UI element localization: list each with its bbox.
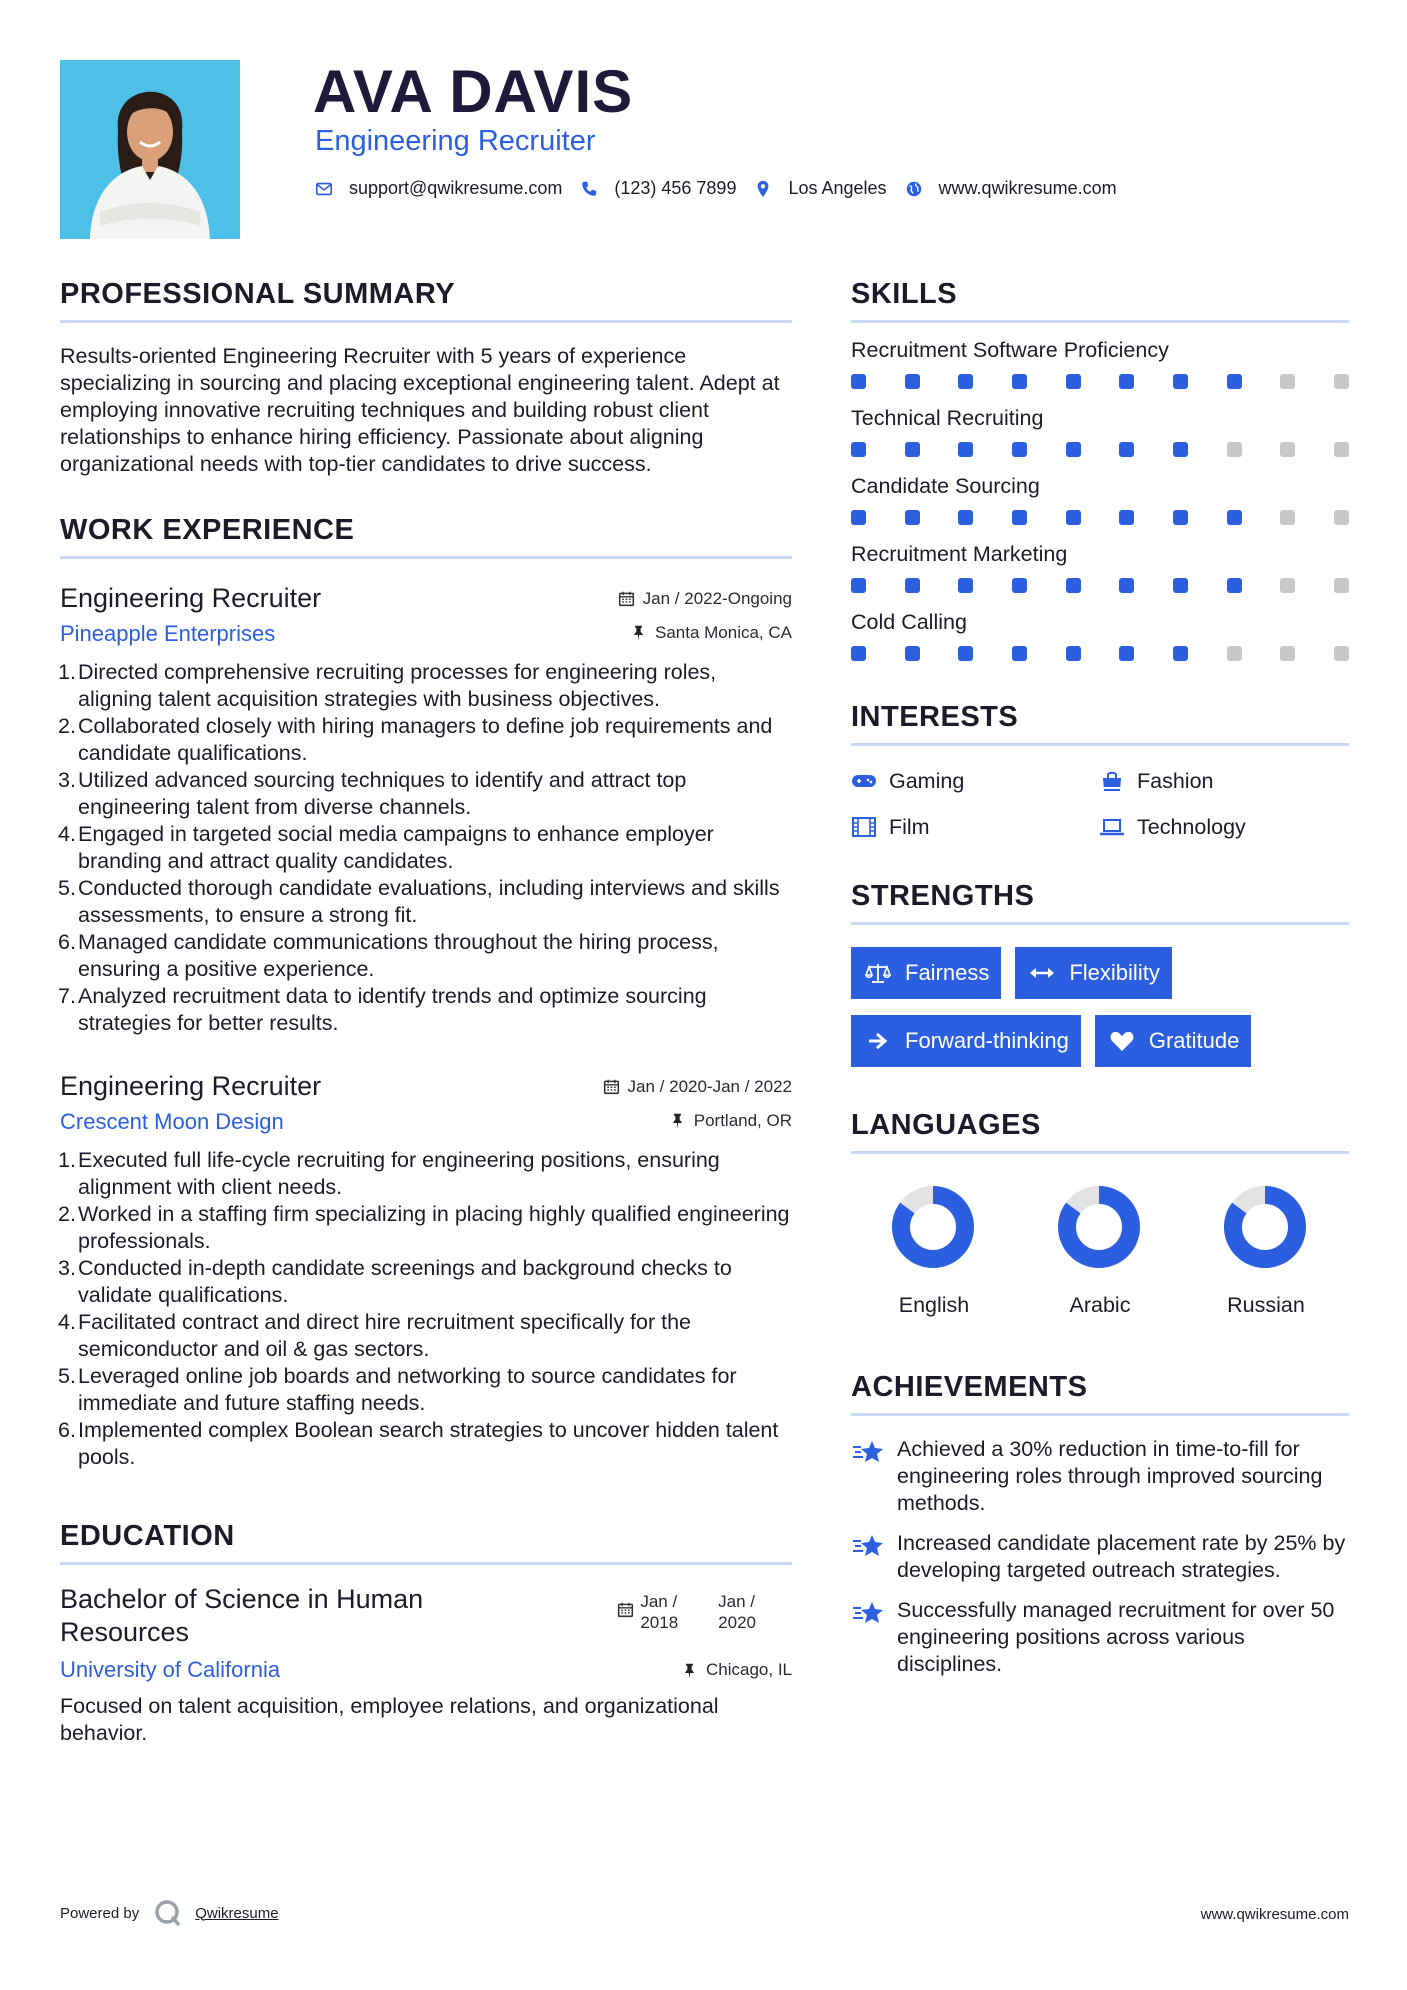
contact-location xyxy=(754,178,886,199)
job-entry xyxy=(60,581,792,1037)
skill-dot xyxy=(958,578,973,593)
skill-dot xyxy=(1119,646,1134,661)
skill-dot xyxy=(1119,578,1134,593)
skill-dot xyxy=(905,510,920,525)
responsibility-text: Conducted in-depth candidate screenings and background checks to validate qualifications. xyxy=(78,1256,732,1307)
skill-dot xyxy=(1280,510,1295,525)
interest-item xyxy=(851,812,1099,842)
film-icon xyxy=(851,816,877,838)
experience-heading: WORK EXPERIENCE xyxy=(60,510,792,559)
responsibility-text: Managed candidate communications throughout the hiring process, ensuring a positive experience. xyxy=(78,930,719,981)
interest-item xyxy=(851,766,1099,796)
contact-bar xyxy=(315,178,1135,199)
skill-dot xyxy=(1119,510,1134,525)
job-entry xyxy=(60,1069,792,1471)
skill-dot xyxy=(958,374,973,389)
right-column xyxy=(851,274,1349,1691)
list-number: 4. xyxy=(58,1310,76,1334)
skill-dot xyxy=(1280,442,1295,457)
company-name: Crescent Moon Design xyxy=(60,1109,284,1134)
star-award-icon xyxy=(851,1599,885,1627)
skill-dot xyxy=(1280,646,1295,661)
language-name: Russian xyxy=(1227,1293,1305,1317)
skill-dot xyxy=(1012,646,1027,661)
education-start-month: Jan / xyxy=(640,1592,678,1611)
candidate-name: AVA DAVIS xyxy=(313,58,634,125)
responsibility-text: Engaged in targeted social media campaigns to enhance employer branding and attract quality candidates. xyxy=(78,822,714,873)
left-column xyxy=(60,274,792,1747)
gamepad-icon xyxy=(851,770,877,792)
job-title: Engineering Recruiter xyxy=(60,583,322,613)
job-location-text: Portland, OR xyxy=(693,1110,792,1130)
responsibility-item xyxy=(58,1363,792,1417)
list-number: 6. xyxy=(58,1418,76,1442)
skill-name: Candidate Sourcing xyxy=(851,474,1040,498)
powered-by-text: Powered by xyxy=(60,1904,140,1922)
strength-tag xyxy=(1095,1015,1252,1067)
skill-dot xyxy=(851,374,866,389)
responsibility-list xyxy=(60,659,792,1037)
interest-label: Gaming xyxy=(889,769,965,793)
arrows-horizontal-icon xyxy=(1029,962,1055,984)
skill-dot xyxy=(1227,442,1242,457)
job-location xyxy=(669,1111,792,1131)
education-end xyxy=(718,1591,756,1633)
calendar-icon xyxy=(617,1601,634,1618)
skill-dot xyxy=(1173,510,1188,525)
job-header xyxy=(60,581,792,615)
language-item xyxy=(851,1184,1017,1319)
job-list xyxy=(60,581,792,1471)
star-award-icon xyxy=(851,1438,885,1466)
skill-dot xyxy=(1119,442,1134,457)
footer-powered-by xyxy=(60,1898,279,1928)
globe-icon xyxy=(905,180,923,198)
contact-website[interactable] xyxy=(905,178,1117,199)
list-number: 4. xyxy=(58,822,76,846)
education-location-text: Chicago, IL xyxy=(706,1660,792,1679)
skill-dot xyxy=(958,510,973,525)
strength-label: Forward-thinking xyxy=(905,1028,1069,1053)
strength-list xyxy=(851,947,1349,1083)
company-name: Pineapple Enterprises xyxy=(60,621,276,646)
footer-website[interactable]: www.qwikresume.com xyxy=(1200,1906,1349,1923)
calendar-icon xyxy=(603,1078,620,1095)
job-location-text: Santa Monica, CA xyxy=(654,622,792,642)
list-number: 2. xyxy=(58,1202,76,1226)
job-subheader xyxy=(60,619,792,649)
achievement-item xyxy=(851,1530,1349,1584)
responsibility-item xyxy=(58,929,792,983)
skill-name: Recruitment Marketing xyxy=(851,542,1068,566)
skill-dot xyxy=(905,646,920,661)
responsibility-item xyxy=(58,1255,792,1309)
skill-dot xyxy=(1334,510,1349,525)
contact-email-text: support@qwikresume.com xyxy=(349,178,563,198)
achievement-item xyxy=(851,1597,1349,1678)
list-number: 7. xyxy=(58,984,76,1008)
education-start-year: 2018 xyxy=(640,1613,679,1632)
responsibility-text: Worked in a staffing firm specializing in placing highly qualified engineering professionals. xyxy=(78,1202,790,1253)
envelope-icon xyxy=(315,180,333,198)
job-date xyxy=(603,1077,792,1097)
education-subheader xyxy=(60,1655,792,1685)
skill-name: Cold Calling xyxy=(851,610,967,634)
strength-label: Fairness xyxy=(905,960,990,985)
strength-tag xyxy=(1015,947,1171,999)
list-number: 1. xyxy=(58,1148,76,1172)
interests-heading: INTERESTS xyxy=(851,697,1349,746)
interest-list xyxy=(851,766,1349,842)
education-dates xyxy=(617,1591,792,1633)
skill-dot xyxy=(1280,374,1295,389)
achievements-heading: ACHIEVEMENTS xyxy=(851,1367,1349,1416)
job-date-text: Jan / 2022-Ongoing xyxy=(642,588,792,608)
responsibility-item xyxy=(58,1201,792,1255)
responsibility-text: Directed comprehensive recruiting processes for engineering roles, aligning talent acquisition strategies with business objectives. xyxy=(78,660,717,711)
responsibility-text: Conducted thorough candidate evaluations, including interviews and skills assessments, to ensure a strong fit. xyxy=(78,876,780,927)
achievement-text: Achieved a 30% reduction in time-to-fill for engineering roles through improved sourcing methods. xyxy=(897,1437,1323,1515)
skill-dot xyxy=(1227,578,1242,593)
skill-rating xyxy=(851,646,1349,661)
job-date-text: Jan / 2020-Jan / 2022 xyxy=(627,1076,792,1096)
skill-dot xyxy=(905,374,920,389)
skills-heading: SKILLS xyxy=(851,274,1349,323)
skill-dot xyxy=(1173,578,1188,593)
responsibility-item xyxy=(58,1417,792,1471)
skill-dot xyxy=(851,442,866,457)
achievement-item xyxy=(851,1436,1349,1517)
responsibility-text: Utilized advanced sourcing techniques to identify and attract top engineering talent from diverse channels. xyxy=(78,768,687,819)
interest-label: Technology xyxy=(1137,815,1246,839)
interest-label: Fashion xyxy=(1137,769,1214,793)
education-end-year: 2020 xyxy=(718,1613,756,1632)
responsibility-item xyxy=(58,875,792,929)
calendar-icon xyxy=(618,590,635,607)
skill-dot xyxy=(851,510,866,525)
skill-dot xyxy=(1012,578,1027,593)
language-name: English xyxy=(898,1293,970,1317)
strength-tag xyxy=(851,947,1001,999)
strengths-heading: STRENGTHS xyxy=(851,876,1349,925)
skill-dot xyxy=(958,646,973,661)
degree-title: Bachelor of Science in Human Resources xyxy=(60,1584,424,1647)
skill-dot xyxy=(1012,510,1027,525)
skill-dot xyxy=(1227,646,1242,661)
education-start xyxy=(640,1591,678,1633)
portrait-image xyxy=(60,60,240,239)
skill-dot xyxy=(1173,646,1188,661)
skill-dot xyxy=(1334,374,1349,389)
phone-icon xyxy=(580,180,598,198)
responsibility-item xyxy=(58,1309,792,1363)
responsibility-item xyxy=(58,983,792,1037)
education-header xyxy=(60,1583,792,1649)
contact-phone-text: (123) 456 7899 xyxy=(614,178,737,198)
skill-rating xyxy=(851,510,1349,525)
job-header xyxy=(60,1069,792,1103)
education-heading: EDUCATION xyxy=(60,1516,792,1565)
skill-dot xyxy=(1227,374,1242,389)
responsibility-item xyxy=(58,767,792,821)
language-item xyxy=(1183,1184,1349,1319)
qwikresume-logo-icon xyxy=(153,1898,183,1928)
job-location xyxy=(630,623,792,643)
interest-label: Film xyxy=(889,815,930,839)
list-number: 5. xyxy=(58,1364,76,1388)
profile-photo xyxy=(60,60,240,239)
language-level-ring xyxy=(890,1184,976,1270)
contact-location-text: Los Angeles xyxy=(788,178,887,198)
responsibility-list xyxy=(60,1147,792,1471)
responsibility-text: Implemented complex Boolean search strategies to uncover hidden talent pools. xyxy=(78,1418,779,1469)
skill-dot xyxy=(1173,374,1188,389)
responsibility-text: Collaborated closely with hiring managers to define job requirements and candidate qualifications. xyxy=(78,714,773,765)
list-number: 2. xyxy=(58,714,76,738)
education-end-month: Jan / xyxy=(718,1592,756,1611)
heart-icon xyxy=(1109,1030,1135,1052)
skill-dot xyxy=(1334,578,1349,593)
responsibility-text: Leveraged online job boards and networking to source candidates for immediate and future staffing needs. xyxy=(78,1364,737,1415)
responsibility-item xyxy=(58,1147,792,1201)
contact-email[interactable] xyxy=(315,178,562,199)
responsibility-item xyxy=(58,821,792,875)
contact-phone[interactable] xyxy=(580,178,736,199)
skill-dot xyxy=(1119,374,1134,389)
achievement-text: Successfully managed recruitment for over 50 engineering positions across various disciplines. xyxy=(897,1598,1335,1676)
skill-dot xyxy=(851,578,866,593)
job-title: Engineering Recruiter xyxy=(60,1071,322,1101)
skill-dot xyxy=(1334,442,1349,457)
skill-dot xyxy=(1066,374,1081,389)
list-number: 3. xyxy=(58,1256,76,1280)
school-name: University of California xyxy=(60,1657,281,1682)
skill-dot xyxy=(1173,442,1188,457)
job-subheader xyxy=(60,1107,792,1137)
education-location xyxy=(681,1660,792,1680)
achievement-text: Increased candidate placement rate by 25% by developing targeted outreach strategies. xyxy=(897,1531,1346,1582)
strength-label: Flexibility xyxy=(1069,960,1160,985)
shopping-bag-icon xyxy=(1099,770,1125,792)
list-number: 3. xyxy=(58,768,76,792)
responsibility-item xyxy=(58,713,792,767)
contact-website-text: www.qwikresume.com xyxy=(938,178,1117,198)
skill-dot xyxy=(1012,374,1027,389)
language-list xyxy=(851,1184,1349,1319)
candidate-role: Engineering Recruiter xyxy=(315,125,596,157)
pushpin-icon xyxy=(669,1112,686,1129)
skill-dot xyxy=(1280,578,1295,593)
job-date xyxy=(618,589,792,609)
balance-scale-icon xyxy=(865,962,891,984)
summary-heading: PROFESSIONAL SUMMARY xyxy=(60,274,792,323)
languages-heading: LANGUAGES xyxy=(851,1105,1349,1154)
skill-rating xyxy=(851,442,1349,457)
list-number: 6. xyxy=(58,930,76,954)
education-description: Focused on talent acquisition, employee relations, and organizational behavior. xyxy=(60,1694,719,1745)
skill-dot xyxy=(1012,442,1027,457)
skill-dot xyxy=(1066,442,1081,457)
skill-dot xyxy=(1066,578,1081,593)
map-marker-icon xyxy=(754,180,772,198)
pushpin-icon xyxy=(681,1662,698,1679)
summary-text: Results-oriented Engineering Recruiter with 5 years of experience specializing in sourcing and placing exceptional engineering talent. Adept at employing innovative recruiting techniques and building robust client relationships to enhance hiring efficiency. Passionate about aligning organizational needs with top-tier candidates to drive success. xyxy=(60,344,780,476)
skill-dot xyxy=(958,442,973,457)
list-number: 1. xyxy=(58,660,76,684)
brand-link[interactable]: Qwikresume xyxy=(195,1904,279,1922)
skill-name: Technical Recruiting xyxy=(851,406,1044,430)
skill-dot xyxy=(1227,510,1242,525)
strength-tag xyxy=(851,1015,1081,1067)
responsibility-text: Executed full life-cycle recruiting for engineering positions, ensuring alignment with client needs. xyxy=(78,1148,720,1199)
pushpin-icon xyxy=(630,624,647,641)
skill-dot xyxy=(905,442,920,457)
skill-list xyxy=(851,337,1349,661)
star-award-icon xyxy=(851,1532,885,1560)
interest-item xyxy=(1099,766,1349,796)
skill-rating xyxy=(851,578,1349,593)
interest-item xyxy=(1099,812,1349,842)
skill-dot xyxy=(1334,646,1349,661)
language-item xyxy=(1017,1184,1183,1319)
laptop-icon xyxy=(1099,816,1125,838)
skill-dot xyxy=(1066,510,1081,525)
achievement-list xyxy=(851,1436,1349,1678)
language-level-ring xyxy=(1222,1184,1308,1270)
responsibility-text: Analyzed recruitment data to identify trends and optimize sourcing strategies for better results. xyxy=(78,984,707,1035)
arrow-right-icon xyxy=(865,1030,891,1052)
strength-label: Gratitude xyxy=(1148,1028,1240,1053)
skill-dot xyxy=(905,578,920,593)
language-level-ring xyxy=(1056,1184,1142,1270)
skill-dot xyxy=(1066,646,1081,661)
list-number: 5. xyxy=(58,876,76,900)
skill-name: Recruitment Software Proficiency xyxy=(851,338,1169,362)
responsibility-item xyxy=(58,659,792,713)
skill-dot xyxy=(851,646,866,661)
language-name: Arabic xyxy=(1069,1293,1131,1317)
responsibility-text: Facilitated contract and direct hire recruitment specifically for the semiconductor and oil & gas sectors. xyxy=(78,1310,692,1361)
skill-rating xyxy=(851,374,1349,389)
